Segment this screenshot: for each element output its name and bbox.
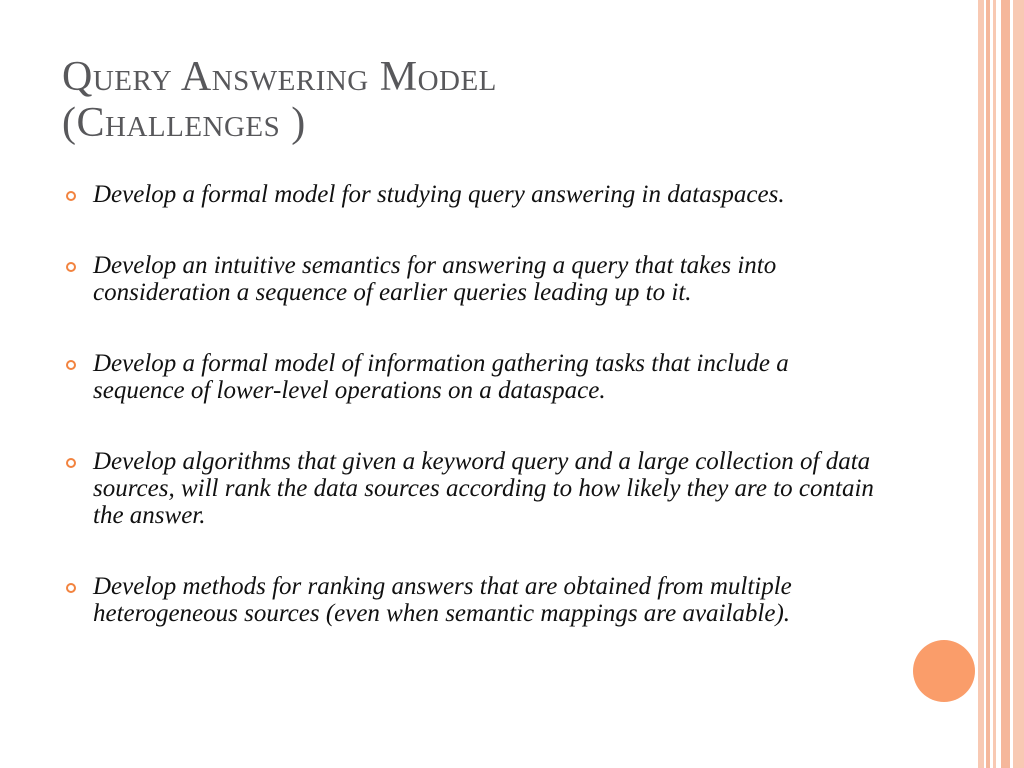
slide-title-line-2: (Challenges ) xyxy=(62,100,306,146)
bullet-text: Develop algorithms that given a keyword query and a large collection of data sources, will rank the data sources according to how likely they are to contain the answer. xyxy=(93,448,874,529)
bullet-text: Develop a formal model of information gathering tasks that include a sequence of lower-level operations on a dataspace. xyxy=(93,350,789,404)
decorative-stripe xyxy=(986,0,990,768)
slide-title xyxy=(62,54,922,146)
decorative-stripe xyxy=(1013,0,1024,768)
bullet-item xyxy=(62,573,882,627)
bullet-text: Develop a formal model for studying query answering in dataspaces. xyxy=(93,181,785,208)
bullet-text: Develop an intuitive semantics for answering a query that takes into consideration a sequence of earlier queries leading up to it. xyxy=(93,252,777,306)
slide-title-line-1: Query Answering Model xyxy=(62,54,497,100)
decorative-stripe xyxy=(993,0,996,768)
bullet-item xyxy=(62,448,882,529)
bullet-circle-icon xyxy=(66,191,76,201)
bullet-item xyxy=(62,181,882,208)
bullet-circle-icon xyxy=(66,458,76,468)
bullet-item xyxy=(62,252,882,306)
bullet-item xyxy=(62,350,882,404)
decorative-stripe xyxy=(1001,0,1010,768)
decorative-stripe xyxy=(978,0,984,768)
decorative-circle xyxy=(913,640,975,702)
bullet-circle-icon xyxy=(66,360,76,370)
bullet-circle-icon xyxy=(66,262,76,272)
bullet-text: Develop methods for ranking answers that are obtained from multiple heterogeneous sources (even when semantic mappings are available). xyxy=(93,573,792,627)
bullet-list xyxy=(62,181,882,671)
bullet-circle-icon xyxy=(66,583,76,593)
